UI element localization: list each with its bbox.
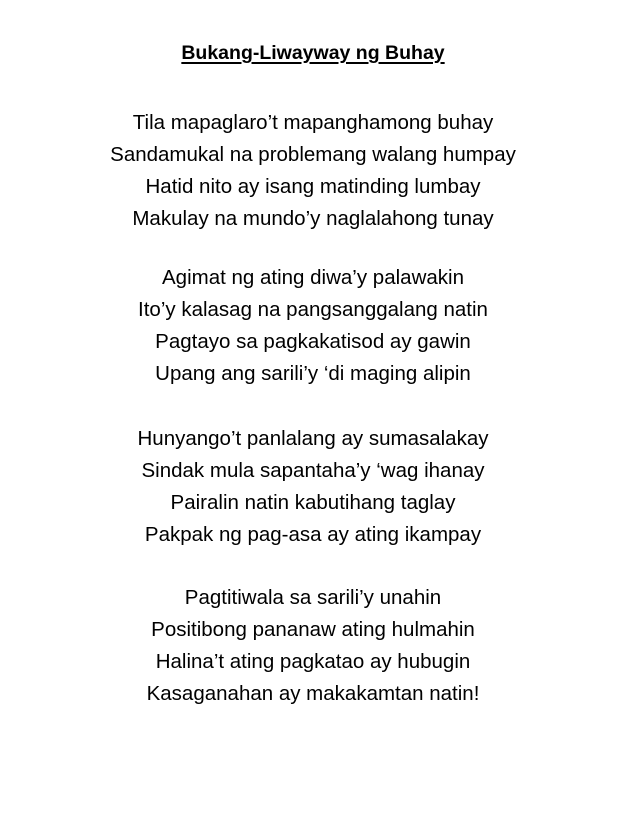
poem-line: Pairalin natin kabutihang taglay [170,491,456,514]
poem-line: Sindak mula sapantaha’y ‘wag ihanay [141,459,485,482]
poem-line: Kasaganahan ay makakamtan natin! [146,682,480,705]
poem-line: Makulay na mundo’y naglalahong tunay [132,207,494,230]
poem-line: Positibong pananaw ating hulmahin [151,618,475,641]
stanza-1 [0,107,626,235]
poem-line: Pagtayo sa pagkakatisod ay gawin [155,330,471,353]
poem-line: Pakpak ng pag-asa ay ating ikampay [144,523,482,546]
stanza-4 [0,582,626,710]
poem-line: Hunyango’t panlalang ay sumasalakay [137,427,489,450]
poem-line: Agimat ng ating diwa’y palawakin [162,266,464,289]
poem-line: Tila mapaglaro’t mapanghamong buhay [132,111,494,134]
stanza-3 [0,423,626,551]
poem-line: Ito’y kalasag na pangsanggalang natin [138,298,488,321]
poem-title: Bukang-Liwayway ng Buhay [181,42,445,64]
poem-line: Pagtitiwala sa sarili’y unahin [184,586,442,609]
poem-line: Upang ang sarili’y ‘di maging alipin [155,362,471,385]
poem-line: Sandamukal na problemang walang humpay [110,143,516,166]
poem-line: Halina’t ating pagkatao ay hubugin [155,650,471,673]
poem-line: Hatid nito ay isang matinding lumbay [145,175,481,198]
stanza-2 [0,262,626,390]
